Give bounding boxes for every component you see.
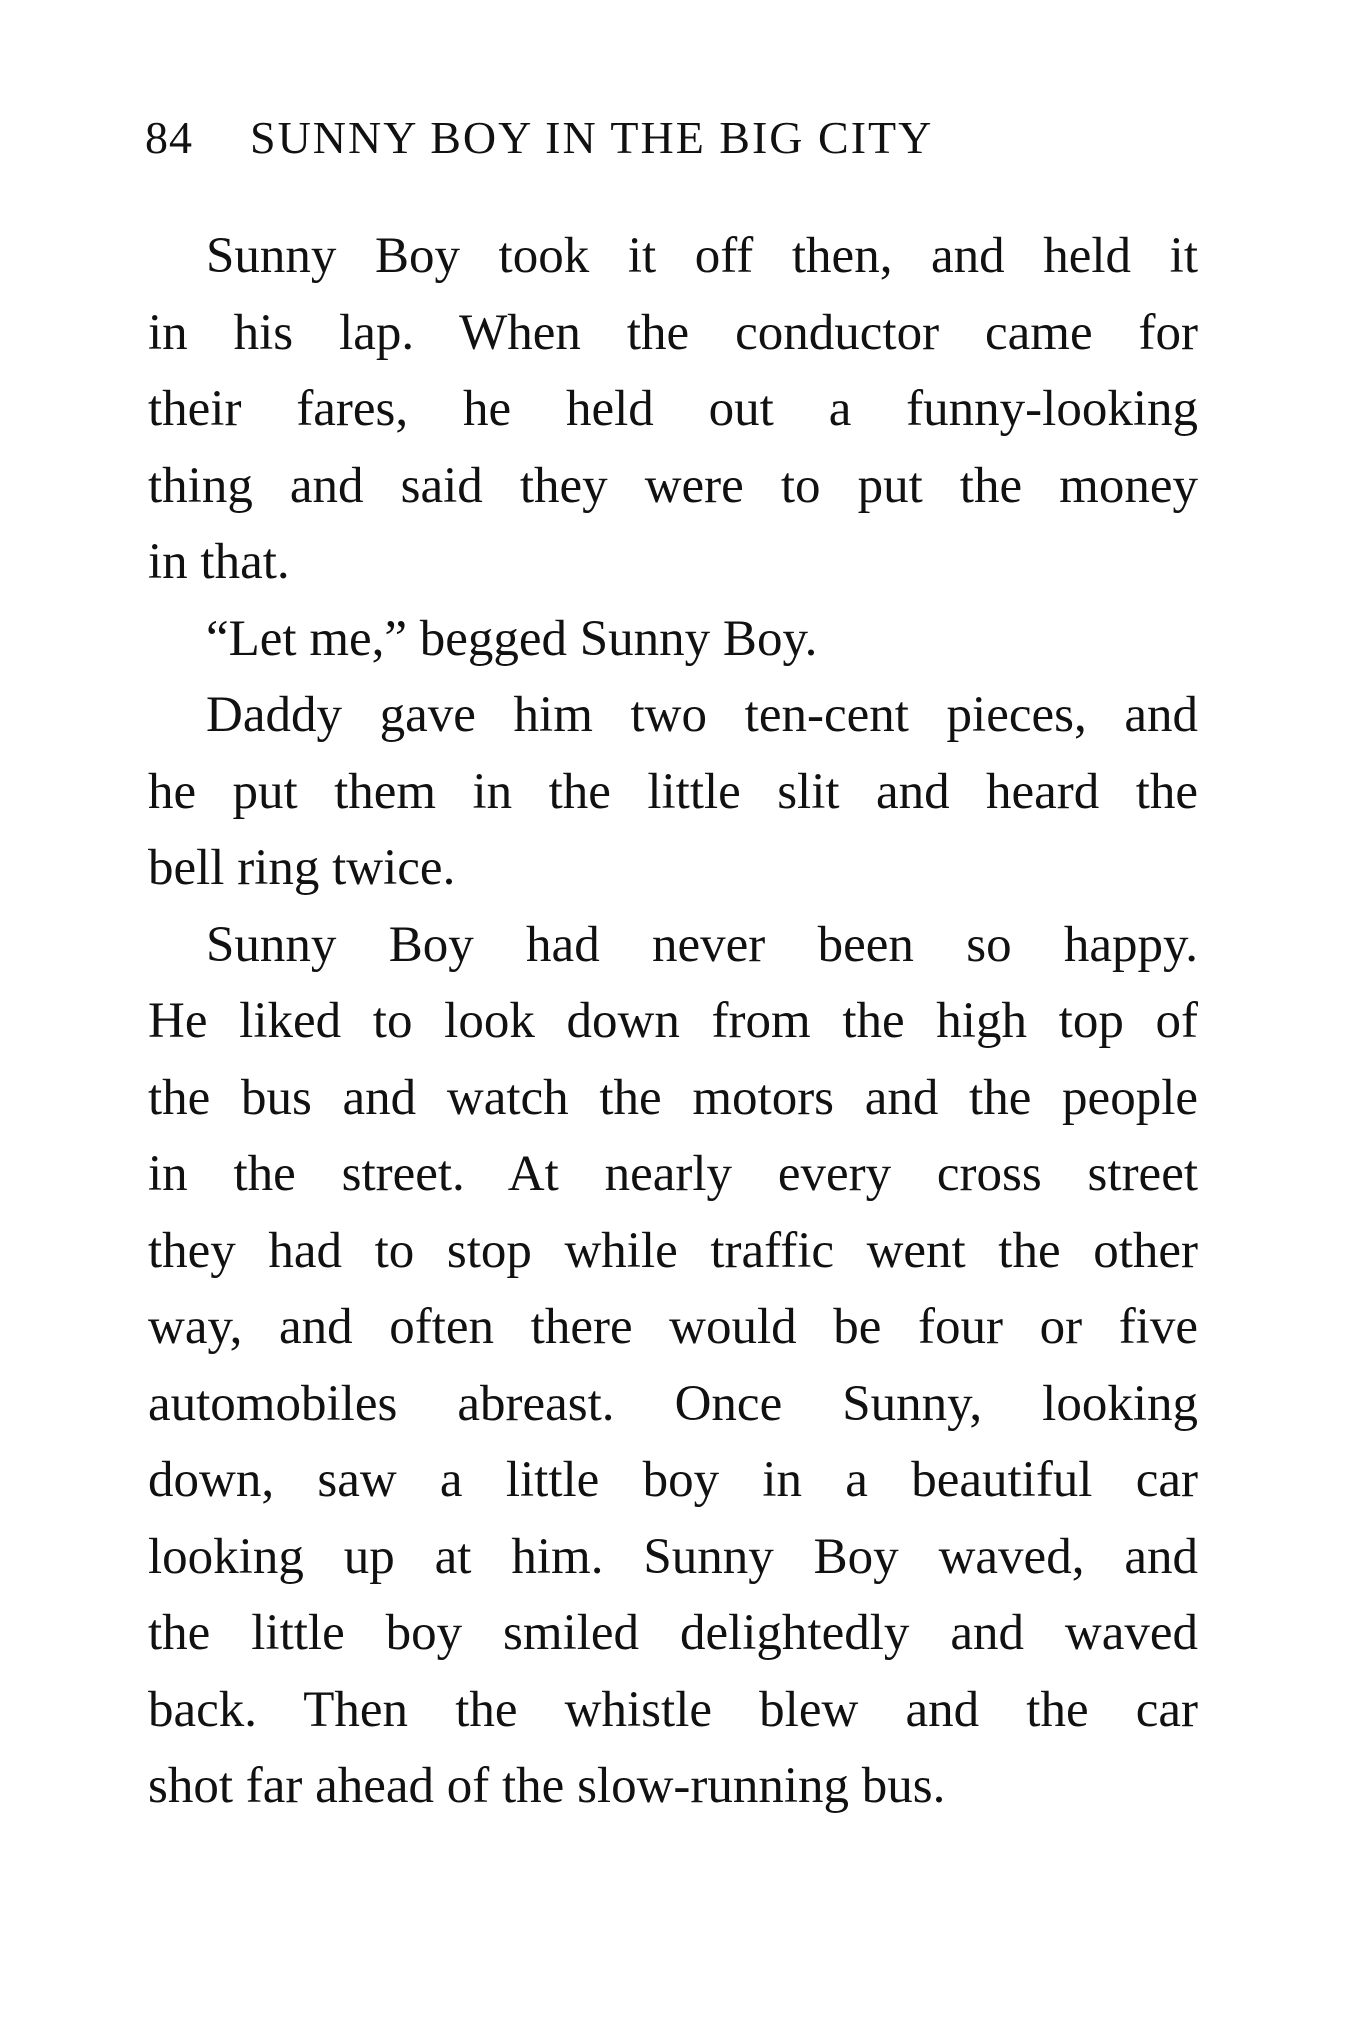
paragraph-line: looking up at him. Sunny Boy waved, and	[148, 1528, 1198, 1585]
paragraph-line: “Let me,” begged Sunny Boy.	[206, 610, 818, 667]
book-title: SUNNY BOY IN THE BIG CITY	[250, 112, 934, 163]
paragraph-line: down, saw a little boy in a beautiful car	[148, 1452, 1198, 1508]
paragraph-line: Sunny Boy took it off then, and held it	[206, 228, 1198, 284]
paragraph-line: way, and often there would be four or five	[148, 1299, 1198, 1355]
page-number: 84	[145, 112, 193, 163]
paragraph-line: Sunny Boy had never been so happy.	[206, 916, 1198, 973]
paragraph-line: thing and said they were to put the money	[148, 457, 1198, 514]
paragraph-line: He liked to look down from the high top of	[148, 993, 1198, 1049]
paragraph-line: shot far ahead of the slow-running bus.	[148, 1758, 946, 1814]
paragraph-line: they had to stop while traffic went the other	[148, 1222, 1198, 1279]
running-head	[145, 108, 1205, 168]
paragraph-line: in that.	[148, 534, 290, 590]
paragraph-line: in his lap. When the conductor came for	[148, 304, 1198, 361]
paragraph-line: in the street. At nearly every cross street	[148, 1146, 1198, 1202]
paragraph-line: the bus and watch the motors and the people	[148, 1069, 1198, 1126]
paragraph-line: their fares, he held out a funny-looking	[148, 381, 1198, 437]
paragraph-line: Daddy gave him two ten-cent pieces, and	[206, 687, 1198, 743]
paragraph-line: he put them in the little slit and heard the	[148, 763, 1198, 820]
body-text	[148, 218, 1198, 1825]
paragraph-line: back. Then the whistle blew and the car	[148, 1681, 1198, 1738]
paragraph-line: the little boy smiled delightedly and waved	[148, 1605, 1198, 1661]
paragraph-line: bell ring twice.	[148, 840, 456, 896]
paragraph-line: automobiles abreast. Once Sunny, looking	[148, 1375, 1198, 1432]
